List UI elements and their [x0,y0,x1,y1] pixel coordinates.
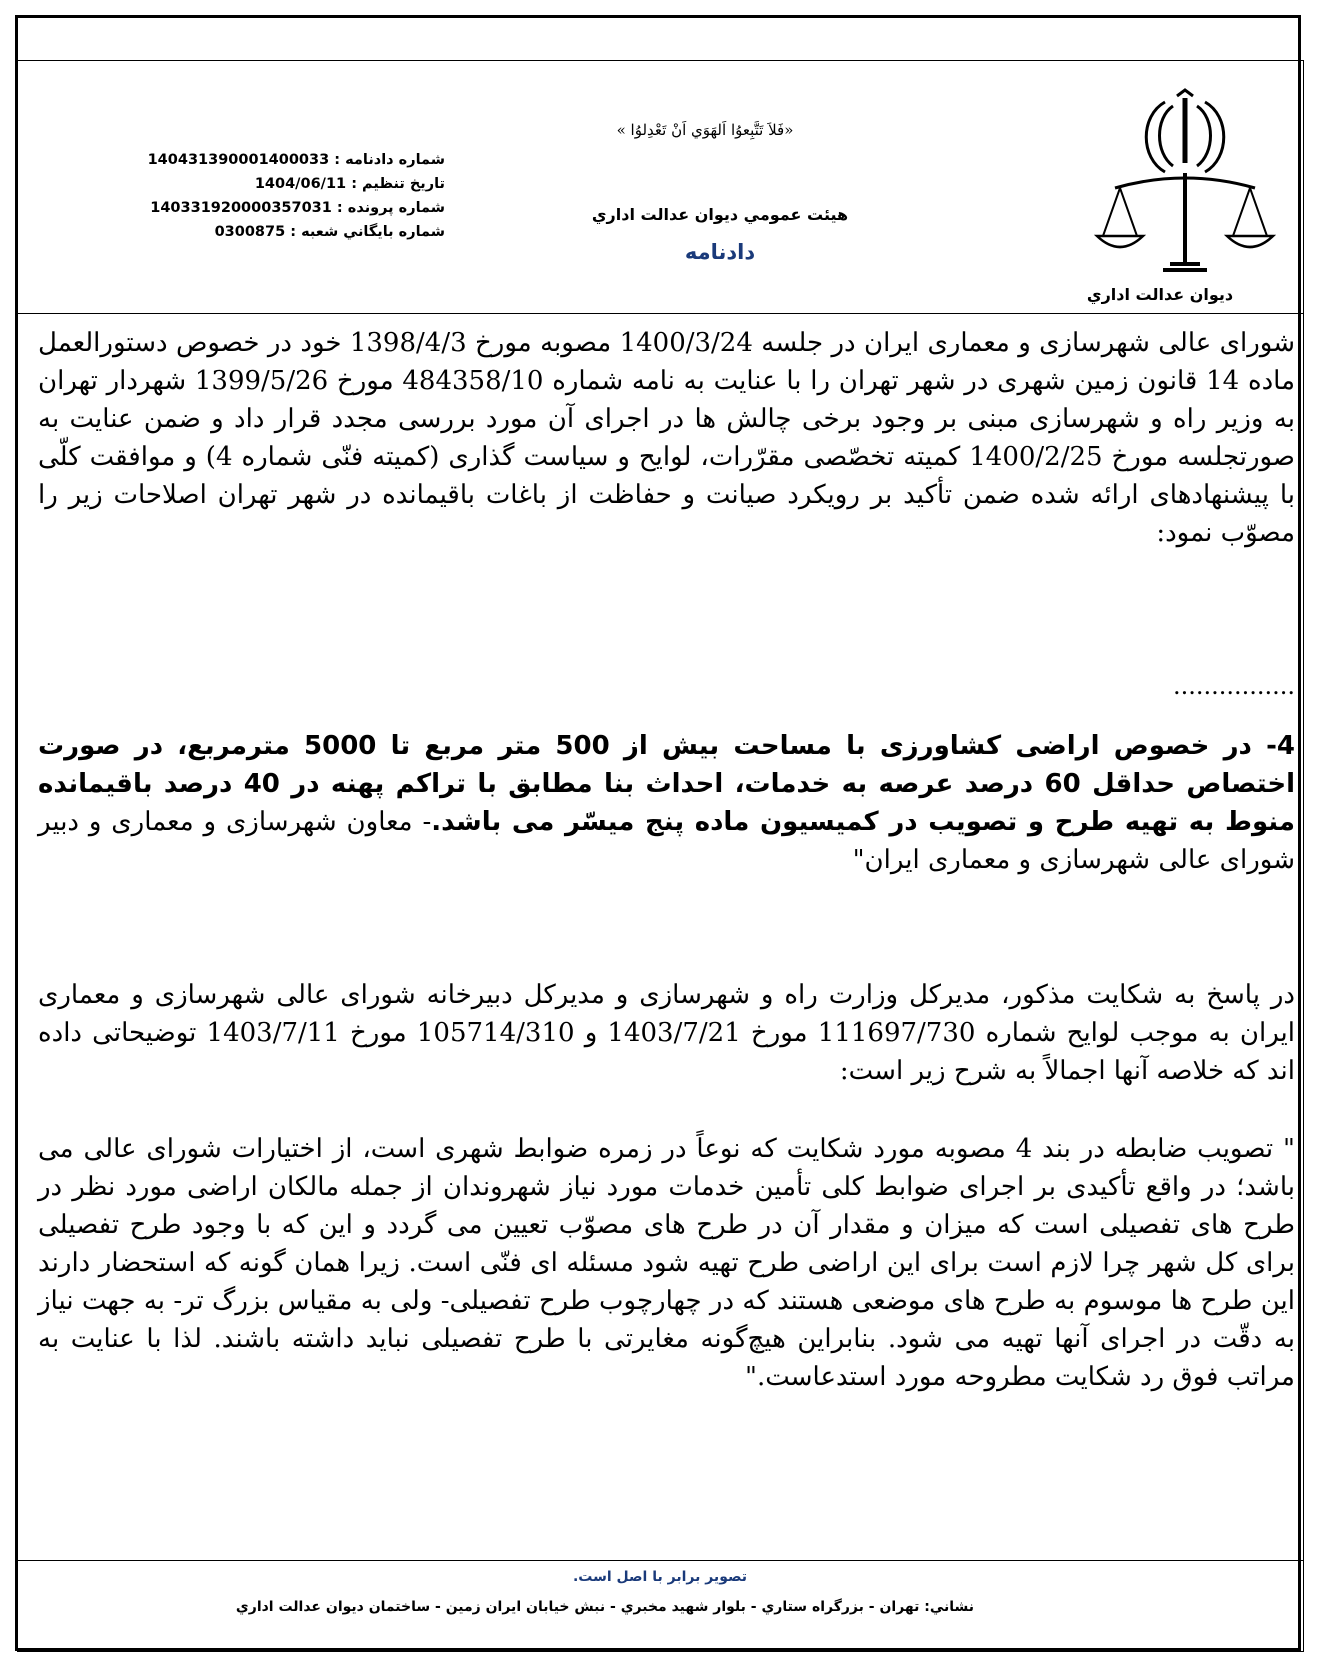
emblem-caption: ديوان عدالت اداري [1086,285,1234,304]
archive-number: شماره بايگاني شعبه : 0300875 [214,224,445,240]
court-emblem-icon [1085,88,1285,303]
paragraph-response-summary: " تصویب ضابطه در بند 4 مصوبه مورد شکایت که نوعاً در زمره ضوابط شهری است، از اختیارات شورای عالی می باشد؛ در واقع تأکیدی بر اجرای ضوابط کلی تأمین خدمات مورد نیاز شهروندان از جمله مالکان اراضی مورد نظر در طرح های تفصیلی است که میزان و مقدار آن در طرح های مصوّب تعیین می گردد و این که با وجود طرح تفصیلی برای کل شهر چرا لازم است برای این اراضی طرح تهیه شود مسئله ای فنّی است. زیرا همان گونه که استحضار دارند این طرح ها موسوم به طرح های موضعی هستند که در چهارچوب طرح تفصیلی- ولی به مقیاس بزرگ تر- به جهت نیاز به دقّت در اجرای آنها تهیه می شود. بنابراین هیچ‌گونه مغایرتی با طرح تفصیلی نباید داشته باشند. لذا با عنایت به مراتب فوق رد شکایت مطروحه مورد استدعاست." [38,1134,1295,1392]
footer-address: نشاني: تهران - بزرگراه ستاري - بلوار شهيد مخبري - نبش خيابان ايران زمين - ساختمان ديوان عدالت اداري [235,1599,975,1615]
clause-4-attribution: - معاون شهرسازی و معماری و دبیر شورای عالی شهرسازی و معماری ایران" [38,807,1295,875]
council-name: هيئت عمومي ديوان عدالت اداري [591,205,849,224]
document-metadata [100,148,445,244]
paragraph-clause-4 [38,727,1295,879]
issue-date: تاريخ تنظيم : 1404/06/11 [254,176,445,192]
header-divider [17,313,1304,314]
document-title: دادنامه [684,240,756,264]
file-number: شماره پرونده : 140331920000357031 [150,200,445,216]
clause-4-text: 4- در خصوص اراضی کشاورزی با مساحت بیش از 500 متر مربع تا 5000 مترمربع، در صورت اختصاص حداقل 60 درصد عرصه به خدمات، احداث بنا مطابق با تراکم پهنه در 40 درصد باقیمانده منوط به تهیه طرح و تصویب در کمیسیون ماده پنج میسّر می باشد. [38,731,1295,837]
verdict-number: شماره دادنامه : 140431390001400033 [147,152,445,168]
quran-quote: «فَلاَ تَتَّبِعوُا اَلهَوَي اَنْ تَعْدِلوُا » [616,121,794,139]
paragraph-intro: شورای عالی شهرسازی و معماری ایران در جلسه 1400/3/24 مصوبه مورخ 1398/4/3 خود در خصوص دستورالعمل ماده 14 قانون زمین شهری در شهر تهران را با عنایت به نامه شماره 484358/10 مورخ 1399/5/26 شهردار تهران به وزیر راه و شهرسازی مبنی بر وجود برخی چالش ها در اجرای آن مورد بررسی مجدد قرار داد و ضمن عنایت به صورتجلسه مورخ 1400/2/25 کمیته تخصّصی مقرّرات، لوایح و سیاست گذاری (کمیته فنّی شماره 4) و موافقت کلّی با پیشنهادهای ارائه شده ضمن تأکید بر رویکرد صیانت و حفاظت از باغات باقیمانده در شهر تهران اصلاحات زیر را مصوّب نمود: [38,328,1296,548]
certified-copy-note: تصوير برابر با اصل است. [572,1569,748,1585]
footer-divider [17,1560,1304,1561]
paragraph-response: در پاسخ به شکایت مذکور، مدیرکل وزارت راه و شهرسازی و مدیرکل دبیرخانه شورای عالی شهرسازی و معماری ایران به موجب لوایح شماره 111697/730 مورخ 1403/7/21 و 105714/310 مورخ 1403/7/11 توضیحاتی داده اند که خلاصه آنها اجمالاً به شرح زیر است: [38,980,1296,1086]
ellipsis-separator: ................ [1172,672,1295,700]
